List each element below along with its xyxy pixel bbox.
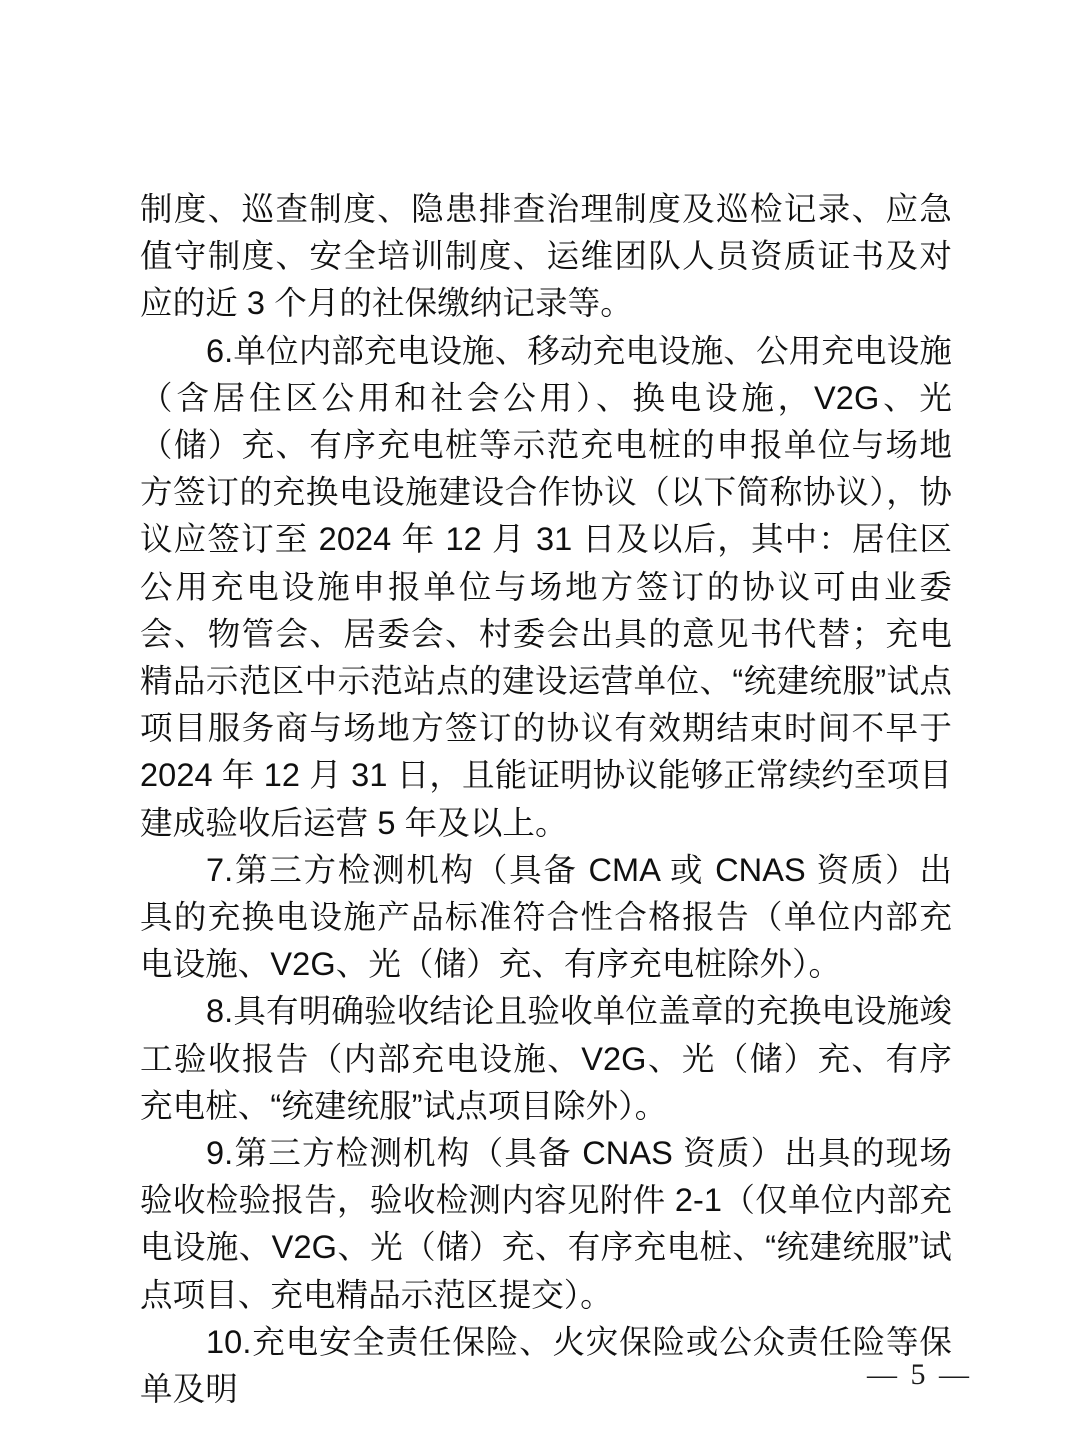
page-body-text [140, 186, 952, 1413]
paragraph-item-7: 7.第三方检测机构（具备 CMA 或 CNAS 资质）出具的充换电设施产品标准符合性合格报告（单位内部充电设施、V2G、光（储）充、有序充电桩除外）。 [140, 851, 952, 983]
page-number: — 5 — [867, 1358, 972, 1391]
paragraph-item-8: 8.具有明确验收结论且验收单位盖章的充换电设施竣工验收报告（内部充电设施、V2G、光（储）充、有序充电桩、“统建统服”试点项目除外）。 [140, 993, 952, 1124]
page-footer [0, 1358, 1080, 1392]
paragraph-item-6: 6.单位内部充电设施、移动充电设施、公用充电设施（含居住区公用和社会公用）、换电设施，V2G、光（储）充、有序充电桩等示范充电桩的申报单位与场地方签订的充换电设施建设合作协议（以下简称协议），协议应签订至 2024 年 12 月 31 日及以后，其中：居住区公用充电设施申报单位与场地方签订的协议可由业委会、物管会、居委会、村委会出具的意见书代替；充电精品示范区中示范站点的建设运营单位、“统建统服”试点项目服务商与场地方签订的协议有效期结束时间不早于 2024 年 12 月 31 日，且能证明协议能够正常续约至项目建成验收后运营 5 年及以上。 [140, 332, 952, 841]
paragraph-item-9: 9.第三方检测机构（具备 CNAS 资质）出具的现场验收检验报告，验收检测内容见附件 2-1（仅单位内部充电设施、V2G、光（储）充、有序充电桩、“统建统服”试点项目、充电精品示范区提交）。 [140, 1135, 952, 1313]
paragraph-item-10: 10.充电安全责任保险、火灾保险或公众责任险等保单及明 [140, 1323, 952, 1408]
paragraph-continuation: 制度、巡查制度、隐患排查治理制度及巡检记录、应急值守制度、安全培训制度、运维团队人员资质证书及对应的近 3 个月的社保缴纳记录等。 [140, 191, 952, 322]
